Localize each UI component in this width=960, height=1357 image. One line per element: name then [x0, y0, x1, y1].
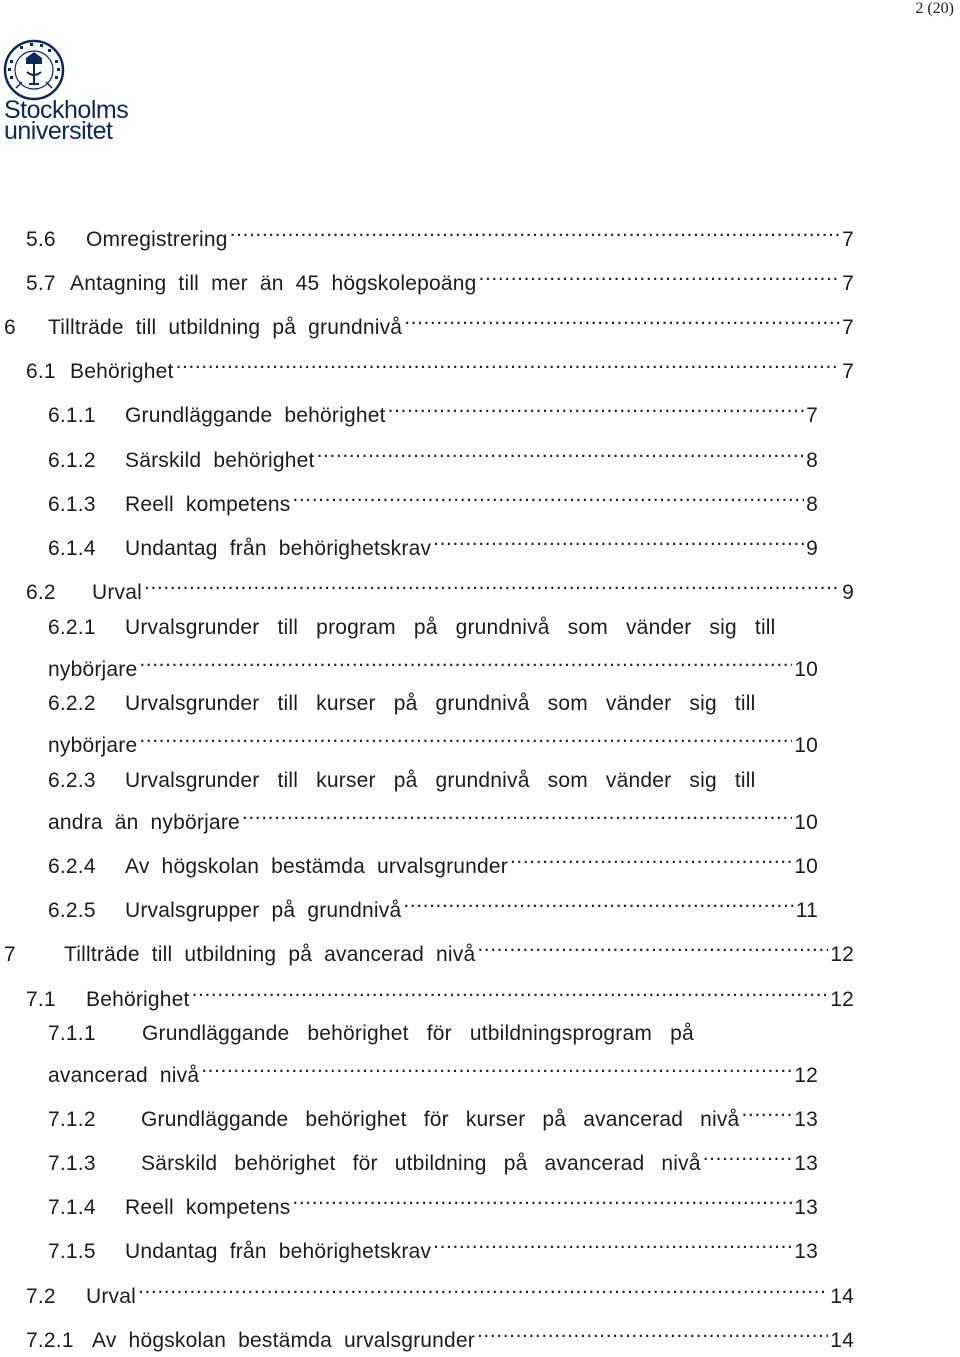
toc-entry[interactable] — [48, 765, 786, 797]
toc-leader — [388, 390, 804, 422]
toc-title-continued: nybörjare — [48, 658, 138, 681]
toc-entry[interactable] — [4, 929, 854, 966]
toc-leader — [703, 1138, 793, 1170]
toc-leader — [139, 644, 792, 676]
toc-leader — [477, 929, 828, 961]
toc-leader — [242, 797, 792, 829]
toc-title-continued: nybörjare — [48, 734, 138, 757]
toc-entry-continuation[interactable] — [48, 644, 818, 681]
toc-number: 5.6 — [26, 228, 56, 251]
university-logo — [2, 38, 129, 145]
toc-page: 12 — [830, 988, 854, 1011]
toc-entry[interactable] — [48, 479, 818, 516]
toc-title: Av högskolan bestämda urvalsgrunder — [92, 1329, 475, 1352]
toc-title: Tillträde till utbildning på avancerad nivå — [64, 943, 476, 966]
toc-page: 7 — [842, 360, 854, 383]
toc-title: Grundläggande behörighet — [125, 404, 386, 427]
toc-number: 7.2 — [26, 1285, 56, 1308]
toc-entry[interactable] — [26, 346, 854, 383]
toc-page: 7 — [842, 228, 854, 251]
toc-title: Särskild behörighet för utbildning på avancerad nivå — [141, 1152, 701, 1175]
toc-page: 13 — [794, 1152, 818, 1175]
toc-entry[interactable] — [48, 390, 818, 427]
toc-entry[interactable] — [48, 1182, 818, 1219]
toc-leader — [144, 567, 840, 599]
toc-entry[interactable] — [48, 612, 808, 644]
toc-entry[interactable] — [26, 214, 854, 251]
toc-page: 14 — [830, 1329, 854, 1352]
toc-leader — [139, 720, 792, 752]
toc-page: 9 — [842, 581, 854, 604]
toc-number: 6.1 — [26, 360, 56, 383]
toc-number: 7.1.3 — [48, 1152, 96, 1175]
toc-title: Omregistrering — [86, 228, 228, 251]
toc-leader — [403, 885, 793, 917]
toc-entry[interactable] — [26, 1271, 854, 1308]
toc-entry[interactable] — [26, 974, 854, 1011]
toc-title: Antagning till mer än 45 högskolepoäng — [70, 272, 477, 295]
toc-page: 7 — [806, 404, 818, 427]
toc-page: 14 — [830, 1285, 854, 1308]
toc-title: Urvalsgrunder till kurser på grundnivå som vänder sig till — [125, 692, 756, 715]
toc-title: Reell kompetens — [125, 1196, 291, 1219]
toc-number: 7.1.5 — [48, 1240, 96, 1263]
toc-leader — [230, 214, 840, 246]
toc-title: Urvalsgrupper på grundnivå — [125, 899, 402, 922]
toc-number: 7 — [4, 943, 16, 966]
toc-number: 6.1.1 — [48, 404, 96, 427]
toc-entry[interactable] — [48, 1018, 764, 1050]
toc-title: Urval — [92, 581, 143, 604]
toc-leader — [192, 974, 829, 1006]
toc-title: Reell kompetens — [125, 493, 291, 516]
toc-title: Särskild behörighet — [125, 449, 315, 472]
toc-leader — [404, 302, 840, 334]
toc-page: 12 — [794, 1064, 818, 1087]
toc-title: Urval — [86, 1285, 137, 1308]
toc-page: 10 — [794, 734, 818, 757]
toc-number: 6.2.2 — [48, 692, 96, 715]
toc-leader — [176, 346, 841, 378]
toc-number: 7.1.2 — [48, 1108, 96, 1131]
toc-number: 6.2.4 — [48, 855, 96, 878]
toc-leader — [479, 258, 841, 290]
toc-number: 6.2.1 — [48, 616, 96, 639]
toc-number: 6.2 — [26, 581, 56, 604]
toc-number: 6.1.2 — [48, 449, 96, 472]
toc-page: 9 — [806, 537, 818, 560]
toc-entry[interactable] — [48, 688, 786, 720]
toc-title: Undantag från behörighetskrav — [125, 1240, 432, 1263]
toc-entry[interactable] — [26, 1315, 854, 1352]
toc-page: 10 — [794, 658, 818, 681]
toc-leader — [433, 523, 804, 555]
toc-entry[interactable] — [26, 258, 854, 295]
toc-leader — [138, 1271, 828, 1303]
toc-page: 11 — [795, 899, 818, 922]
toc-leader — [510, 841, 792, 873]
toc-leader — [201, 1050, 792, 1082]
toc-title-continued: andra än nybörjare — [48, 811, 240, 834]
toc-title: Behörighet — [86, 988, 190, 1011]
toc-entry[interactable] — [26, 567, 854, 604]
toc-number: 6.1.4 — [48, 537, 96, 560]
toc-page: 8 — [806, 493, 818, 516]
toc-entry-continuation[interactable] — [48, 797, 818, 834]
toc-leader — [317, 435, 805, 467]
toc-title: Av högskolan bestämda urvalsgrunder — [125, 855, 508, 878]
toc-entry[interactable] — [4, 302, 854, 339]
toc-leader — [292, 479, 804, 511]
toc-entry[interactable] — [48, 1226, 818, 1263]
toc-page: 7 — [842, 272, 854, 295]
toc-page: 13 — [794, 1240, 818, 1263]
toc-number: 7.1.4 — [48, 1196, 96, 1219]
toc-title: Behörighet — [70, 360, 174, 383]
toc-number: 6.2.3 — [48, 769, 96, 792]
toc-entry[interactable] — [48, 435, 818, 472]
toc-entry-continuation[interactable] — [48, 1050, 818, 1087]
toc-number: 6 — [4, 316, 16, 339]
toc-entry-continuation[interactable] — [48, 720, 818, 757]
toc-number: 7.2.1 — [26, 1329, 74, 1352]
toc-number: 6.1.3 — [48, 493, 96, 516]
toc-leader — [433, 1226, 792, 1258]
toc-title: Urvalsgrunder till program på grundnivå som vänder sig till — [125, 616, 776, 639]
toc-title: Urvalsgrunder till kurser på grundnivå som vänder sig till — [125, 769, 756, 792]
toc-page: 7 — [842, 316, 854, 339]
toc-number: 5.7 — [26, 272, 56, 295]
logo-text-line2: universitet — [4, 117, 113, 145]
toc-title: Undantag från behörighetskrav — [125, 537, 432, 560]
toc-title: Tillträde till utbildning på grundnivå — [48, 316, 403, 339]
toc-number: 6.2.5 — [48, 899, 96, 922]
toc-title: Grundläggande behörighet för kurser på avancerad nivå — [141, 1108, 740, 1131]
toc-title-continued: avancerad nivå — [48, 1064, 200, 1087]
toc-title: Grundläggande behörighet för utbildningsprogram på — [142, 1022, 694, 1045]
toc-entry[interactable] — [48, 841, 818, 878]
toc-number: 7.1 — [26, 988, 56, 1011]
toc-page: 12 — [830, 943, 854, 966]
toc-entry[interactable] — [48, 885, 818, 922]
toc-page: 13 — [794, 1108, 818, 1131]
toc-leader — [477, 1315, 828, 1347]
toc-entry[interactable] — [48, 1094, 818, 1131]
toc-entry[interactable] — [48, 523, 818, 560]
toc-page: 10 — [794, 811, 818, 834]
toc-entry[interactable] — [48, 1138, 818, 1175]
toc-page: 10 — [794, 855, 818, 878]
toc-page: 13 — [794, 1196, 818, 1219]
university-seal-icon — [2, 38, 66, 102]
logo-text-line1: Stockholms — [4, 96, 129, 124]
page-number: 2 (20) — [915, 0, 954, 17]
toc-leader — [292, 1182, 792, 1214]
toc-number: 7.1.1 — [48, 1022, 96, 1045]
toc-leader — [741, 1094, 792, 1126]
toc-page: 8 — [806, 449, 818, 472]
